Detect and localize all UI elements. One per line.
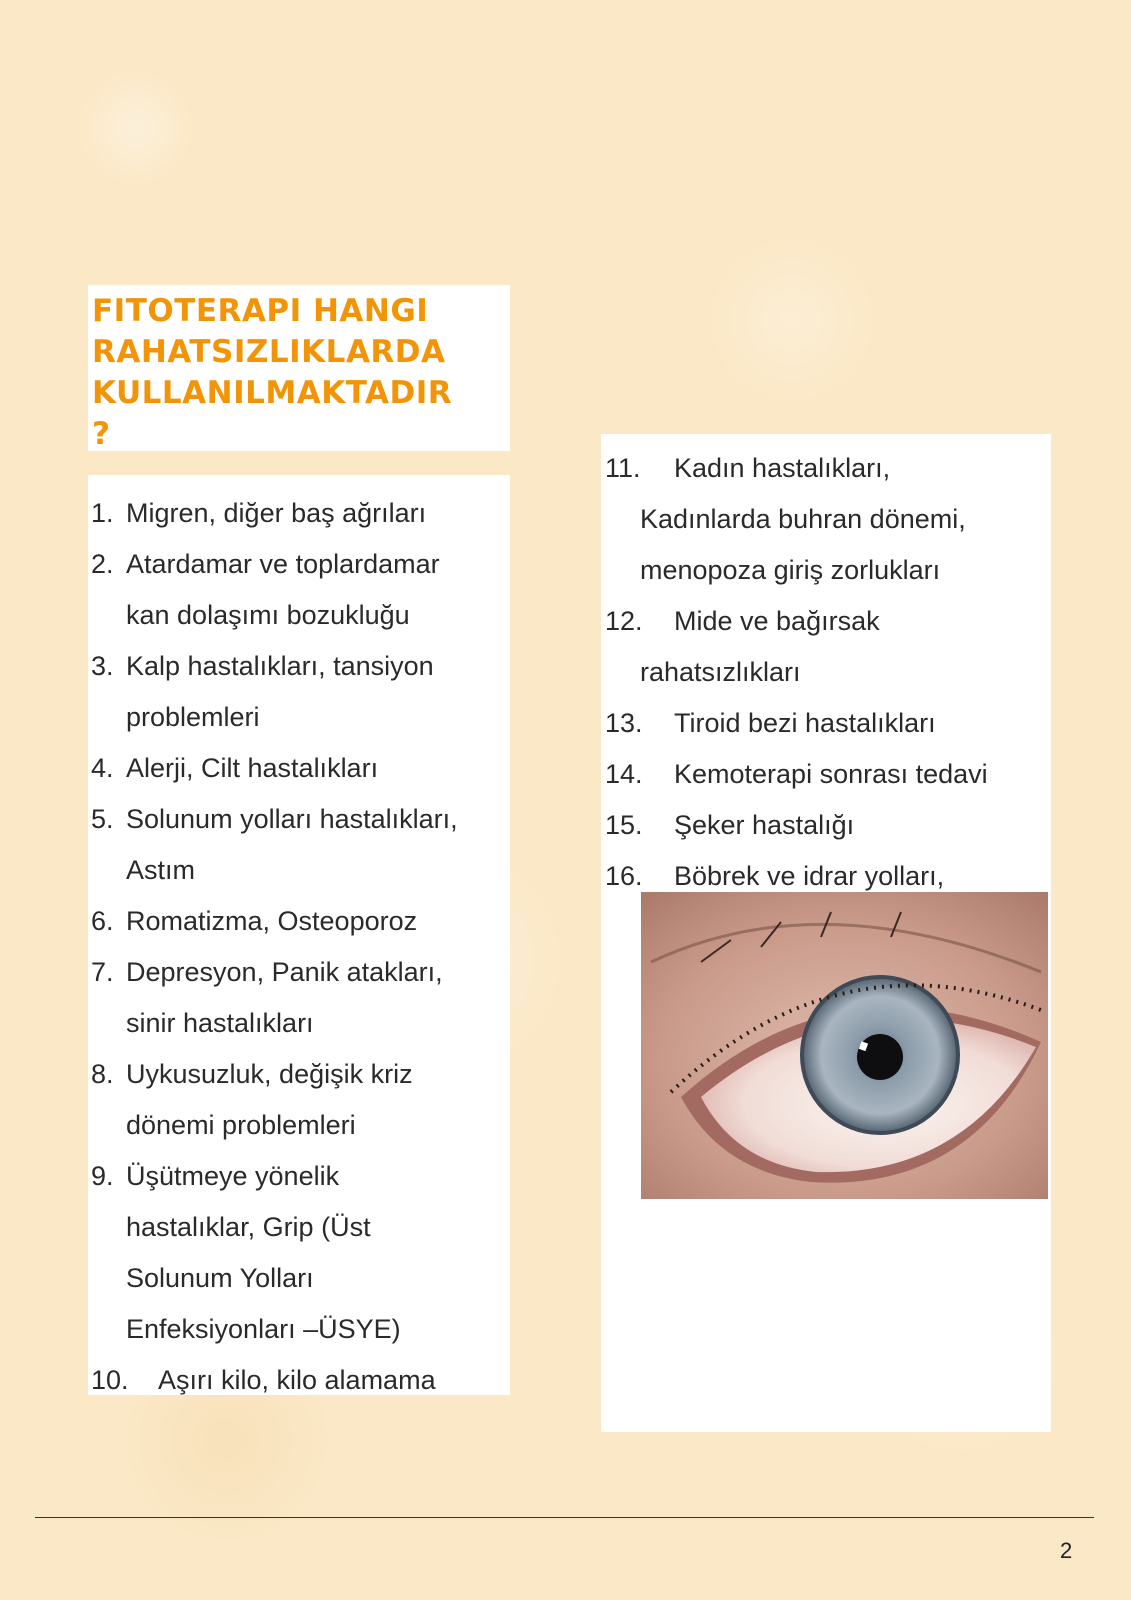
item-number: 1. bbox=[91, 498, 114, 528]
item-text: Solunum yolları hastalıkları, bbox=[126, 804, 458, 834]
item-number: 11. bbox=[605, 453, 641, 483]
item-text: Kemoterapi sonrası tedavi bbox=[674, 759, 988, 789]
item-text: Enfeksiyonları –ÜSYE) bbox=[126, 1314, 401, 1344]
list-item bbox=[88, 1151, 510, 1355]
item-number: 10. bbox=[91, 1365, 129, 1395]
ailment-list-right bbox=[601, 443, 1051, 902]
list-item bbox=[88, 743, 510, 794]
item-number: 5. bbox=[91, 804, 114, 834]
title-line: KULLANILMAKTADIR bbox=[92, 375, 453, 411]
item-text: Atardamar ve toplardamar bbox=[126, 549, 440, 579]
item-number: 6. bbox=[91, 906, 114, 936]
item-text: Astım bbox=[126, 855, 196, 885]
item-text: rahatsızlıkları bbox=[640, 657, 801, 687]
item-number: 3. bbox=[91, 651, 114, 681]
item-number: 9. bbox=[91, 1161, 114, 1191]
item-text: Alerji, Cilt hastalıkları bbox=[126, 753, 379, 783]
item-text: menopoza giriş zorlukları bbox=[640, 555, 941, 585]
eye-illustration bbox=[641, 892, 1048, 1199]
title-box bbox=[88, 285, 510, 451]
item-text: Kadınlarda buhran dönemi, bbox=[640, 504, 966, 534]
title-line: FITOTERAPI HANGI bbox=[92, 293, 429, 329]
footer-rule bbox=[35, 1517, 1094, 1518]
item-text: Solunum Yolları bbox=[126, 1263, 314, 1293]
page-title bbox=[92, 291, 506, 455]
item-number: 4. bbox=[91, 753, 114, 783]
list-item bbox=[88, 1355, 510, 1406]
list-item bbox=[88, 896, 510, 947]
title-line: RAHATSIZLIKLARDA bbox=[92, 334, 446, 370]
item-text: Kadın hastalıkları, bbox=[674, 453, 891, 483]
list-item bbox=[601, 443, 1051, 596]
item-text: Migren, diğer baş ağrıları bbox=[126, 498, 427, 528]
list-item bbox=[88, 794, 510, 896]
item-text: Şeker hastalığı bbox=[674, 810, 855, 840]
item-text: Böbrek ve idrar yolları, bbox=[674, 861, 945, 891]
item-text: Uykusuzluk, değişik kriz bbox=[126, 1059, 413, 1089]
list-item bbox=[88, 947, 510, 1049]
list-item bbox=[601, 596, 1051, 698]
item-number: 8. bbox=[91, 1059, 114, 1089]
list-item bbox=[601, 749, 1051, 800]
item-text: problemleri bbox=[126, 702, 260, 732]
item-text: Kalp hastalıkları, tansiyon bbox=[126, 651, 434, 681]
list-item bbox=[601, 698, 1051, 749]
item-text: Üşütmeye yönelik bbox=[126, 1161, 340, 1191]
item-text: dönemi problemleri bbox=[126, 1110, 356, 1140]
item-number: 7. bbox=[91, 957, 114, 987]
item-text: sinir hastalıkları bbox=[126, 1008, 314, 1038]
item-text: hastalıklar, Grip (Üst bbox=[126, 1212, 371, 1242]
item-text: Tiroid bezi hastalıkları bbox=[674, 708, 936, 738]
item-text: Aşırı kilo, kilo alamama bbox=[158, 1365, 436, 1395]
pupil bbox=[857, 1034, 903, 1080]
item-text: Mide ve bağırsak bbox=[674, 606, 880, 636]
item-number: 16. bbox=[605, 861, 643, 891]
title-line: ? bbox=[92, 416, 111, 452]
item-text: Romatizma, Osteoporoz bbox=[126, 906, 418, 936]
item-number: 12. bbox=[605, 606, 643, 636]
item-number: 2. bbox=[91, 549, 114, 579]
list-item bbox=[88, 641, 510, 743]
page-number: 2 bbox=[1060, 1538, 1073, 1563]
list-item bbox=[88, 488, 510, 539]
left-list-box bbox=[88, 475, 510, 1395]
item-number: 15. bbox=[605, 810, 643, 840]
item-number: 14. bbox=[605, 759, 643, 789]
ailment-list-left bbox=[88, 488, 510, 1406]
list-item bbox=[88, 539, 510, 641]
item-text: kan dolaşımı bozukluğu bbox=[126, 600, 410, 630]
list-item bbox=[88, 1049, 510, 1151]
item-text: Depresyon, Panik atakları, bbox=[126, 957, 443, 987]
list-item bbox=[601, 800, 1051, 851]
item-number: 13. bbox=[605, 708, 643, 738]
eye-photo bbox=[641, 892, 1048, 1199]
